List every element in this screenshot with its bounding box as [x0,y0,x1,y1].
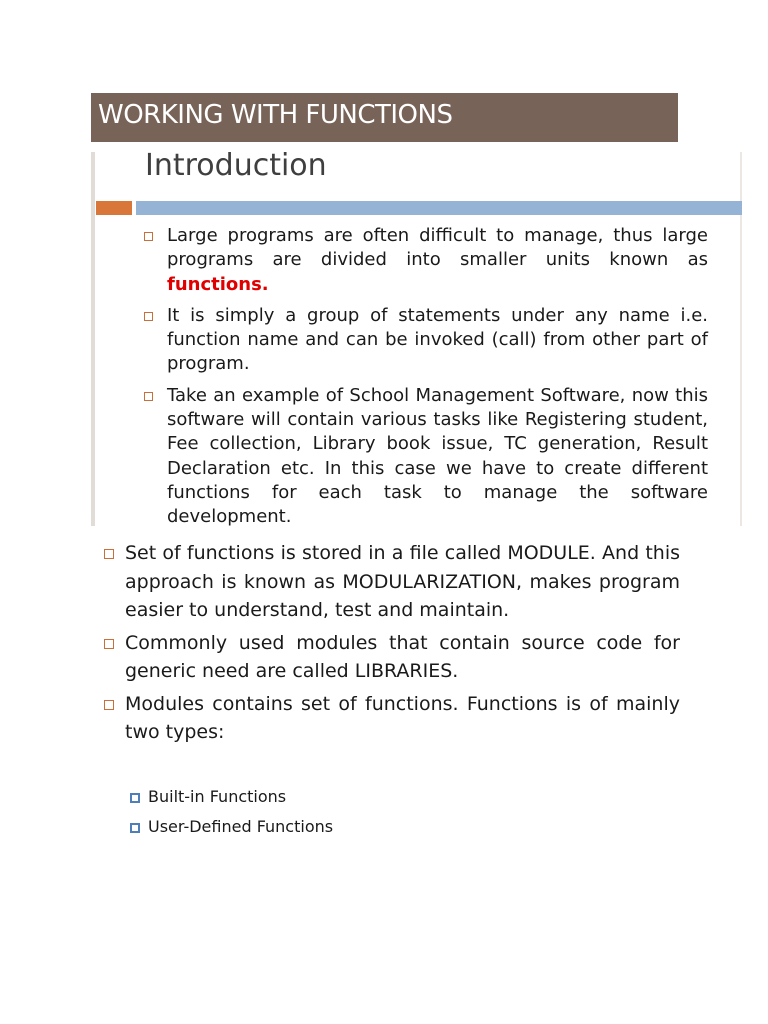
square-bullet-icon [104,549,114,559]
accent-bar-blue [136,201,742,215]
title-banner [91,93,678,142]
filled-square-bullet-icon [130,823,140,833]
square-bullet-icon [144,232,153,241]
filled-square-bullet-icon [130,793,140,803]
main-bullet-text: Commonly used modules that contain source code for generic need are called LIBRARIES. [125,631,680,682]
main-bullet-item [98,539,680,625]
slide-bullet-item [91,384,742,530]
sub-bullet-text: User-Defined Functions [148,817,334,836]
slide-bullet-text: It is simply a group of statements under any name i.e. function name and can be invoked (call) from other part of program. [167,304,708,375]
square-bullet-icon [104,639,114,649]
slide-bullet-item [91,224,742,297]
main-bullet-list [98,539,680,751]
slide-bullet-list [91,224,742,537]
slide-panel [91,148,742,528]
square-bullet-icon [144,392,153,401]
square-bullet-icon [104,700,114,710]
main-bullet-item [98,629,680,686]
square-bullet-icon [144,312,153,321]
main-bullet-item [98,690,680,747]
slide-bullet-item [91,304,742,377]
sub-bullet-text: Built-in Functions [148,787,287,806]
banner-title: WORKING WITH FUNCTIONS [98,100,453,130]
main-bullet-text: Modules contains set of functions. Functions is of mainly two types: [125,692,680,743]
slide-title: Introduction [145,148,327,183]
slide-bullet-text: Large programs are often difficult to manage, thus large programs are divided into smaller units known as [167,225,708,271]
slide-bullet-text: Take an example of School Management Software, now this software will contain various tasks like Registering student, Fee collection, Library book issue, TC generation, Result Declaration etc. In this case we have to create different functions for each task to manage the software development. [167,384,708,528]
accent-bar-orange [96,201,132,215]
highlighted-term: functions. [167,273,269,295]
main-bullet-text: Set of functions is stored in a file called MODULE. And this approach is known as MODULARIZATION, makes program easier to understand, test and maintain. [125,542,680,621]
